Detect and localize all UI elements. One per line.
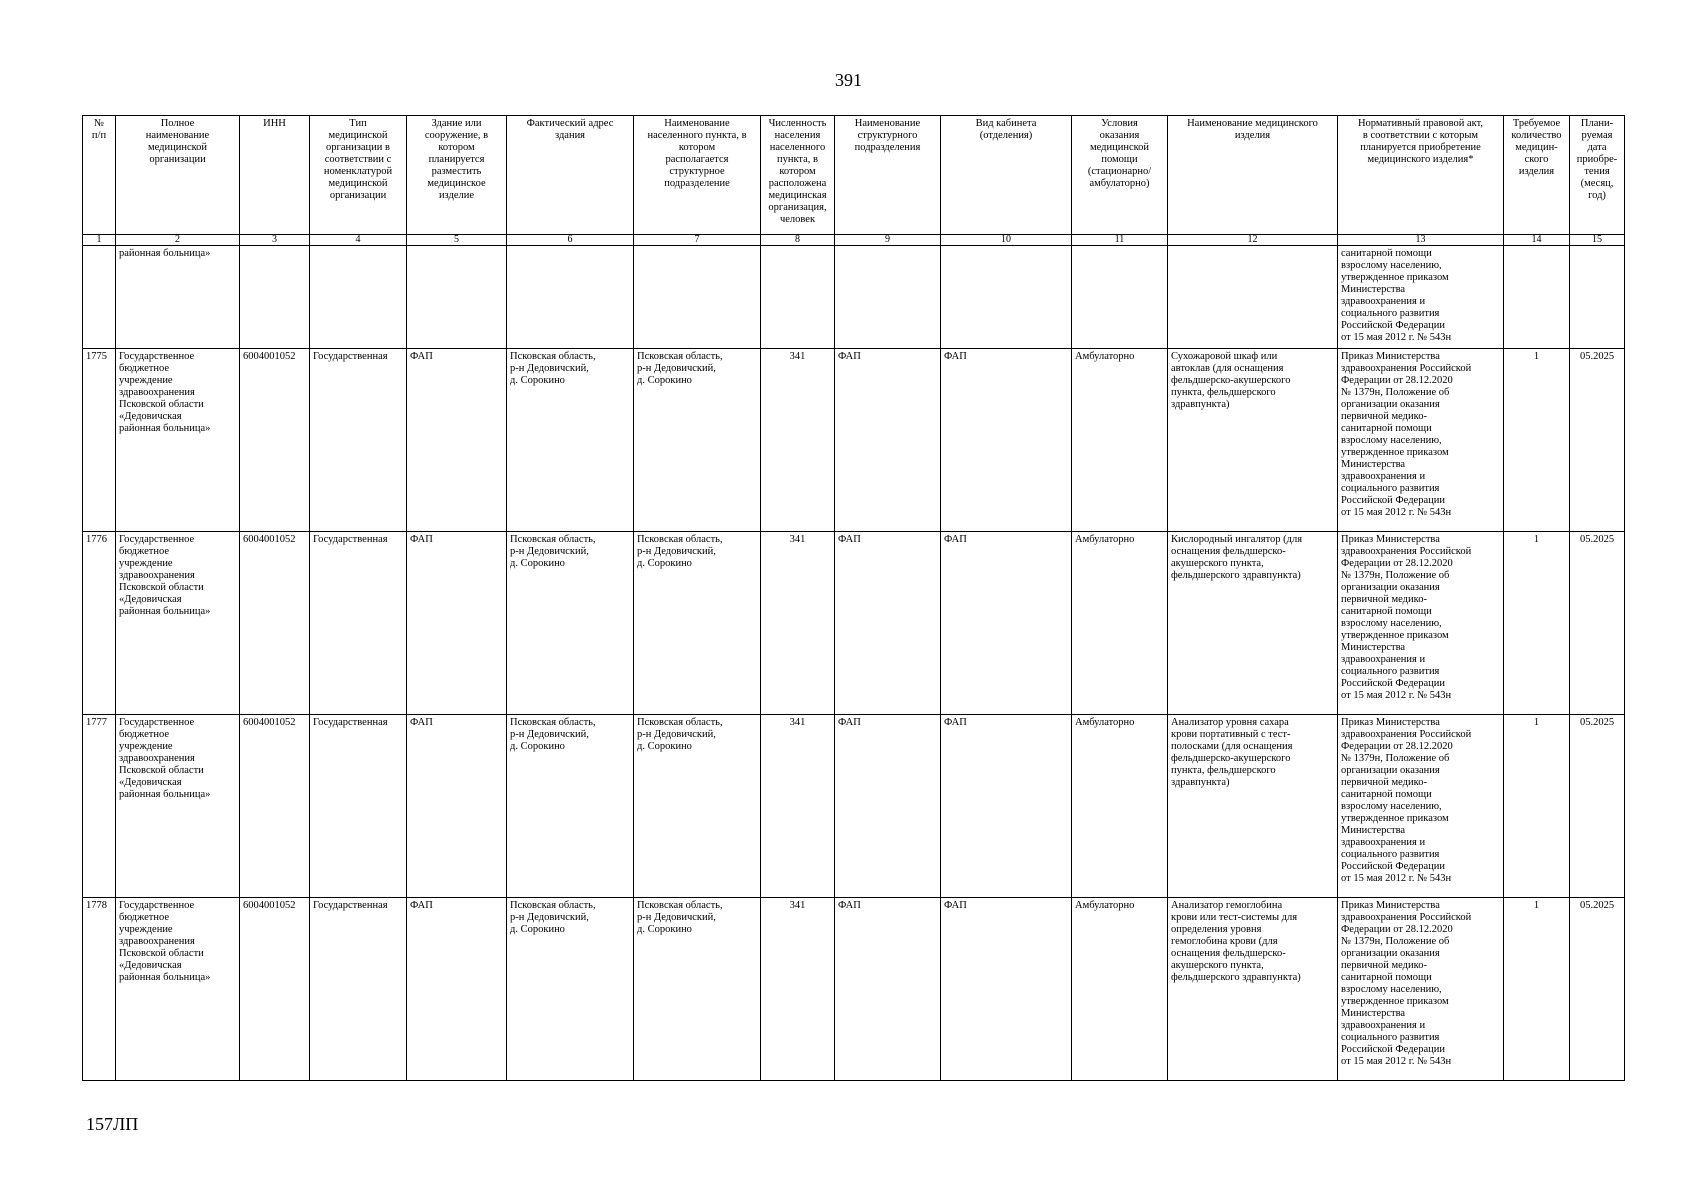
column-number: 1 [83, 235, 116, 246]
cell-inn: 6004001052 [240, 715, 310, 898]
cell-org-type: Государственная [310, 532, 407, 715]
cell-conditions: Амбулаторно [1072, 715, 1168, 898]
cell-device: Анализатор уровня сахара крови портативный с тест- полосками (для оснащения фельдшерско-акушерского пункта, фельдшерского здравпункта) [1168, 715, 1338, 898]
cell-organization: Государственное бюджетное учреждение здравоохранения Псковской области «Дедовичская районная больница» [116, 349, 240, 532]
header-cell: Наименование структурного подразделения [835, 116, 941, 235]
header-cell: Здание или сооружение, в котором планируется разместить медицинское изделие [407, 116, 507, 235]
table-row [83, 898, 1625, 1081]
cell-date: 05.2025 [1570, 715, 1625, 898]
column-number: 6 [507, 235, 634, 246]
header-cell: № п/п [83, 116, 116, 235]
cell-address: Псковская область, р-н Дедовичский, д. Сорокино [507, 898, 634, 1081]
header-cell: Тип медицинской организации в соответствии с номенклатурой медицинской организации [310, 116, 407, 235]
cell-population: 341 [761, 898, 835, 1081]
column-number: 11 [1072, 235, 1168, 246]
cell-number: 1776 [83, 532, 116, 715]
cell-empty [941, 246, 1072, 349]
column-number: 14 [1504, 235, 1570, 246]
cell-legal-act: Приказ Министерства здравоохранения Российской Федерации от 28.12.2020 № 1379н, Положение об организации оказания первичной медико- санитарной помощи взрослому населению, утвержденное приказом Министерства здравоохранения и социального развития Российской Федерации от 15 мая 2012 г. № 543н [1338, 349, 1504, 532]
column-number: 13 [1338, 235, 1504, 246]
header-cell: Вид кабинета (отделения) [941, 116, 1072, 235]
cell-building: ФАП [407, 349, 507, 532]
header-cell: Наименование медицинского изделия [1168, 116, 1338, 235]
column-number: 7 [634, 235, 761, 246]
header-cell: Требуемое количество медицин- ского изделия [1504, 116, 1570, 235]
cell-empty [240, 246, 310, 349]
table-row [83, 349, 1625, 532]
header-cell: Численность населения населенного пункта, в котором расположена медицинская организация, человек [761, 116, 835, 235]
cell-empty [1570, 246, 1625, 349]
cell-population: 341 [761, 532, 835, 715]
cell-legal-act: санитарной помощи взрослому населению, утвержденное приказом Министерства здравоохранения и социального развития Российской Федерации от 15 мая 2012 г. № 543н [1338, 246, 1504, 349]
cell-population: 341 [761, 349, 835, 532]
cell-empty [835, 246, 941, 349]
document-code: 157ЛП [86, 1114, 139, 1134]
cell-empty [1168, 246, 1338, 349]
cell-settlement: Псковская область, р-н Дедовичский, д. Сорокино [634, 532, 761, 715]
header-cell: Условия оказания медицинской помощи (стационарно/ амбулаторно) [1072, 116, 1168, 235]
column-number: 9 [835, 235, 941, 246]
header-cell: ИНН [240, 116, 310, 235]
column-number: 15 [1570, 235, 1625, 246]
cell-date: 05.2025 [1570, 532, 1625, 715]
continuation-row [83, 246, 1625, 349]
cell-settlement: Псковская область, р-н Дедовичский, д. Сорокино [634, 898, 761, 1081]
cell-date: 05.2025 [1570, 898, 1625, 1081]
cell-settlement: Псковская область, р-н Дедовичский, д. Сорокино [634, 349, 761, 532]
cell-device: Анализатор гемоглобина крови или тест-системы для определения уровня гемоглобина крови (для оснащения фельдшерско- акушерского пункта, фельдшерского здравпункта) [1168, 898, 1338, 1081]
cell-date: 05.2025 [1570, 349, 1625, 532]
cell-device: Сухожаровой шкаф или автоклав (для оснащения фельдшерско-акушерского пункта, фельдшерского здравпункта) [1168, 349, 1338, 532]
cell-empty [761, 246, 835, 349]
cell-empty [83, 246, 116, 349]
cell-population: 341 [761, 715, 835, 898]
cell-org-type: Государственная [310, 898, 407, 1081]
cell-unit: ФАП [835, 532, 941, 715]
cell-number: 1777 [83, 715, 116, 898]
cell-empty [1504, 246, 1570, 349]
page-number: 391 [835, 70, 862, 90]
column-number: 8 [761, 235, 835, 246]
cell-quantity: 1 [1504, 349, 1570, 532]
cell-quantity: 1 [1504, 715, 1570, 898]
cell-organization: Государственное бюджетное учреждение здравоохранения Псковской области «Дедовичская районная больница» [116, 898, 240, 1081]
column-number: 2 [116, 235, 240, 246]
cell-empty [1072, 246, 1168, 349]
table-row [83, 532, 1625, 715]
cell-number: 1775 [83, 349, 116, 532]
cell-address: Псковская область, р-н Дедовичский, д. Сорокино [507, 715, 634, 898]
cell-cabinet: ФАП [941, 898, 1072, 1081]
header-cell: Фактический адрес здания [507, 116, 634, 235]
cell-organization: районная больница» [116, 246, 240, 349]
column-number-row [83, 235, 1625, 246]
cell-empty [507, 246, 634, 349]
column-number: 12 [1168, 235, 1338, 246]
cell-conditions: Амбулаторно [1072, 349, 1168, 532]
cell-quantity: 1 [1504, 532, 1570, 715]
cell-building: ФАП [407, 898, 507, 1081]
cell-legal-act: Приказ Министерства здравоохранения Российской Федерации от 28.12.2020 № 1379н, Положение об организации оказания первичной медико- санитарной помощи взрослому населению, утвержденное приказом Министерства здравоохранения и социального развития Российской Федерации от 15 мая 2012 г. № 543н [1338, 532, 1504, 715]
cell-inn: 6004001052 [240, 898, 310, 1081]
column-number: 5 [407, 235, 507, 246]
cell-empty [407, 246, 507, 349]
cell-device: Кислородный ингалятор (для оснащения фельдшерско- акушерского пункта, фельдшерского здравпункта) [1168, 532, 1338, 715]
cell-org-type: Государственная [310, 349, 407, 532]
cell-cabinet: ФАП [941, 349, 1072, 532]
cell-inn: 6004001052 [240, 349, 310, 532]
cell-address: Псковская область, р-н Дедовичский, д. Сорокино [507, 532, 634, 715]
cell-conditions: Амбулаторно [1072, 898, 1168, 1081]
cell-legal-act: Приказ Министерства здравоохранения Российской Федерации от 28.12.2020 № 1379н, Положение об организации оказания первичной медико- санитарной помощи взрослому населению, утвержденное приказом Министерства здравоохранения и социального развития Российской Федерации от 15 мая 2012 г. № 543н [1338, 898, 1504, 1081]
column-number: 4 [310, 235, 407, 246]
cell-legal-act: Приказ Министерства здравоохранения Российской Федерации от 28.12.2020 № 1379н, Положение об организации оказания первичной медико- санитарной помощи взрослому населению, утвержденное приказом Министерства здравоохранения и социального развития Российской Федерации от 15 мая 2012 г. № 543н [1338, 715, 1504, 898]
table-row [83, 715, 1625, 898]
header-cell: Нормативный правовой акт, в соответствии с которым планируется приобретение медицинского изделия* [1338, 116, 1504, 235]
column-number: 10 [941, 235, 1072, 246]
cell-conditions: Амбулаторно [1072, 532, 1168, 715]
cell-unit: ФАП [835, 715, 941, 898]
cell-organization: Государственное бюджетное учреждение здравоохранения Псковской области «Дедовичская районная больница» [116, 715, 240, 898]
cell-cabinet: ФАП [941, 715, 1072, 898]
cell-number: 1778 [83, 898, 116, 1081]
header-row [83, 116, 1625, 235]
cell-unit: ФАП [835, 349, 941, 532]
cell-inn: 6004001052 [240, 532, 310, 715]
column-number: 3 [240, 235, 310, 246]
cell-cabinet: ФАП [941, 532, 1072, 715]
cell-building: ФАП [407, 532, 507, 715]
cell-org-type: Государственная [310, 715, 407, 898]
cell-address: Псковская область, р-н Дедовичский, д. Сорокино [507, 349, 634, 532]
cell-settlement: Псковская область, р-н Дедовичский, д. Сорокино [634, 715, 761, 898]
cell-empty [634, 246, 761, 349]
header-cell: Полное наименование медицинской организации [116, 116, 240, 235]
equipment-table [82, 115, 1625, 1081]
header-cell: Наименование населенного пункта, в котором располагается структурное подразделение [634, 116, 761, 235]
header-cell: Плани- руемая дата приобре- тения (месяц, год) [1570, 116, 1625, 235]
cell-building: ФАП [407, 715, 507, 898]
cell-quantity: 1 [1504, 898, 1570, 1081]
cell-empty [310, 246, 407, 349]
cell-organization: Государственное бюджетное учреждение здравоохранения Псковской области «Дедовичская районная больница» [116, 532, 240, 715]
cell-unit: ФАП [835, 898, 941, 1081]
